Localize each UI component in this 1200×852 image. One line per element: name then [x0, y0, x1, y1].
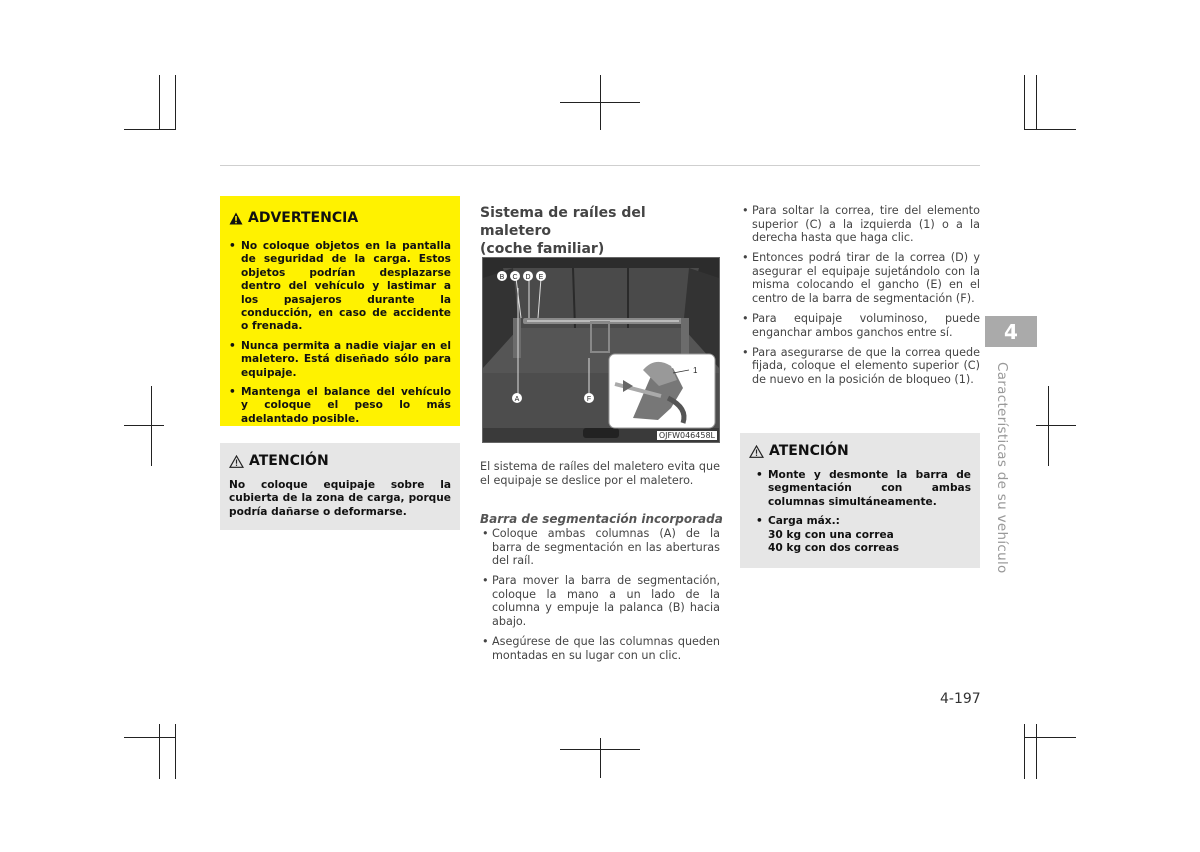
crop-mark: [1024, 737, 1076, 738]
subsection-title: Barra de segmentación incorporada: [480, 512, 723, 526]
step-item: • Asegúrese de que las columnas queden montadas en su lugar con un clic.: [480, 635, 720, 662]
callout-d: D: [525, 274, 531, 281]
caution-triangle-icon: [749, 445, 764, 458]
warning-list: [229, 240, 451, 426]
crop-mark: [124, 129, 176, 130]
crop-mark: [600, 75, 601, 130]
crop-mark: [1024, 724, 1025, 779]
caution-title-text: ATENCIÓN: [249, 453, 329, 469]
caution-box-right: [740, 433, 980, 568]
trunk-rail-figure: [482, 257, 720, 443]
section-header: [480, 204, 720, 258]
crop-mark: [151, 386, 152, 466]
chapter-tab: 4: [985, 316, 1037, 347]
caution-title: [749, 443, 971, 459]
warning-box: [220, 196, 460, 426]
warning-item: • Mantenga el balance del vehículo y coloque el peso lo más adelantado posible.: [229, 386, 451, 426]
page-number: 4-197: [940, 691, 981, 707]
chapter-title: Características de su vehículo: [994, 362, 1010, 574]
step-item: • Para asegurarse de que la correa quede fijada, coloque el elemento superior (C) de nuevo en la posición de bloqueo (1).: [740, 346, 980, 387]
step-item: • Coloque ambas columnas (A) de la barra de segmentación en las aberturas del raíl.: [480, 527, 720, 568]
caution-box: [220, 443, 460, 530]
caution-text: No coloque equipaje sobre la cubierta de la zona de carga, porque podría dañarse o deformarse.: [229, 479, 451, 518]
max-load-label: • Carga máx.:: [768, 515, 840, 528]
caution-title-text: ATENCIÓN: [769, 443, 849, 459]
trunk-illustration: [483, 258, 719, 442]
warning-triangle-icon: [229, 212, 243, 225]
crop-mark: [600, 738, 601, 778]
max-load-two-straps: 40 kg con dos correas: [768, 542, 900, 555]
crop-mark: [124, 425, 164, 426]
figure-code: OJFW046458L: [658, 431, 715, 440]
crop-mark: [1036, 425, 1076, 426]
warning-item: • Nunca permita a nadie viajar en el maletero. Está diseñado sólo para equipaje.: [229, 340, 451, 380]
caution-list: [749, 469, 971, 555]
caution-item: • Monte y desmonte la barra de segmentación con ambas columnas simultáneamente.: [749, 469, 971, 509]
caution-item-load: [749, 515, 971, 555]
crop-mark: [1048, 386, 1049, 466]
warning-item: • No coloque objetos en la pantalla de seguridad de la carga. Estos objetos podrían desplazarse dentro del vehículo y lastimar a los pasajeros durante la conducción, en caso de accidente o frenada.: [229, 240, 451, 334]
step-item: • Para mover la barra de segmentación, coloque la mano a un lado de la columna y empuje la palanca (B) hacia abajo.: [480, 574, 720, 628]
crop-mark: [1024, 129, 1076, 130]
warning-title-text: ADVERTENCIA: [248, 210, 359, 226]
callout-a: A: [514, 396, 520, 403]
section-title-sub: (coche familiar): [480, 241, 605, 257]
steps-list-right: [740, 204, 980, 393]
callout-f: F: [586, 396, 592, 403]
warning-title: [229, 210, 451, 226]
caution-triangle-icon: [229, 455, 244, 468]
steps-list-left: [480, 527, 720, 669]
caution-title: [229, 453, 451, 469]
callout-1: 1: [693, 366, 698, 375]
callout-b: B: [499, 274, 505, 281]
crop-mark: [159, 724, 160, 779]
intro-paragraph: El sistema de raíles del maletero evita que el equipaje se deslice por el maletero.: [480, 460, 720, 487]
step-item: • Para soltar la correa, tire del elemento superior (C) a la izquierda (1) o a la derecha hasta que haga clic.: [740, 204, 980, 245]
crop-mark: [1036, 724, 1037, 779]
crop-mark: [1024, 75, 1025, 130]
callout-e: E: [538, 274, 544, 281]
crop-mark: [124, 737, 176, 738]
section-title: Sistema de raíles del maletero: [480, 205, 646, 239]
callout-c: C: [512, 274, 518, 281]
crop-mark: [175, 75, 176, 130]
step-item: • Para equipaje voluminoso, puede enganchar ambos ganchos entre sí.: [740, 312, 980, 339]
crop-mark: [159, 75, 160, 130]
crop-mark: [1036, 75, 1037, 130]
step-item: • Entonces podrá tirar de la correa (D) y asegurar el equipaje sujetándolo con la misma colocando el gancho (E) en el centro de la barra de segmentación (F).: [740, 251, 980, 305]
max-load-one-strap: 30 kg con una correa: [768, 528, 894, 541]
crop-mark: [175, 724, 176, 779]
header-rule: [220, 165, 980, 166]
